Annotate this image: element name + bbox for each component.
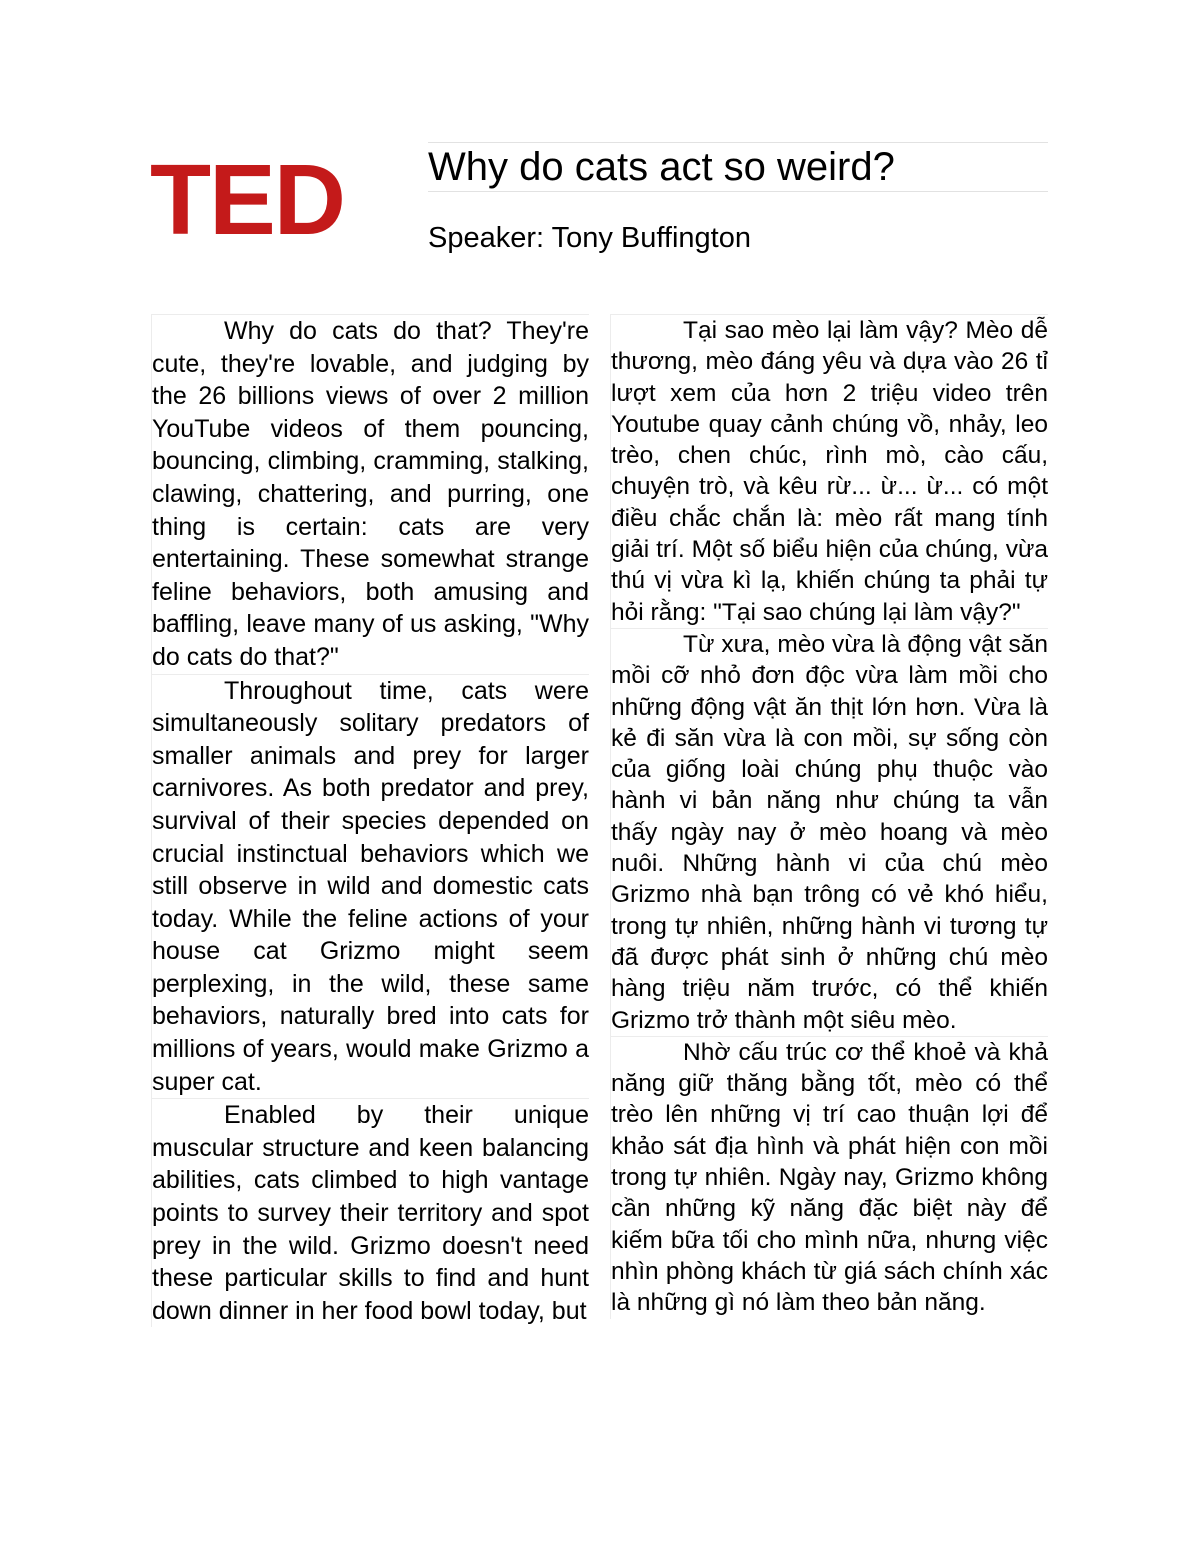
vietnamese-column [610, 314, 1048, 1319]
ted-logo: TED [150, 144, 344, 256]
page-title: Why do cats act so weird? [428, 142, 1048, 192]
vietnamese-paragraph-2: Từ xưa, mèo vừa là động vật săn mồi cỡ nhỏ đơn độc vừa làm mồi cho những động vật ăn thịt lớn hơn. Vừa là kẻ đi săn vừa là con mồi, sự sống còn của giống loài chúng phụ thuộc vào hành vi bản năng như chúng ta vẫn thấy ngày nay ở mèo hoang và mèo nuôi. Những hành vi của chú mèo Grizmo nhà bạn trông có vẻ khó hiểu, trong tự nhiên, những hành vi tương tự đã được phát sinh ở những chú mèo hàng triệu năm trước, có thể khiến Grizmo trở thành một siêu mèo. [610, 628, 1048, 1036]
vietnamese-paragraph-1: Tại sao mèo lại làm vậy? Mèo dễ thương, mèo đáng yêu và dựa vào 26 tỉ lượt xem của hơn 2 triệu video trên Youtube quay cảnh chúng vồ, nhảy, leo trèo, chen chúc, rình mò, cào cấu, chuyện trò, và kêu rừ... ừ... ừ... có một điều chắc chắn là: mèo rất mang tính giải trí. Một số biểu hiện của chúng, vừa thú vị vừa kì lạ, khiến chúng ta phải tự hỏi rằng: "Tại sao chúng lại làm vậy?" [610, 314, 1048, 628]
vietnamese-paragraph-3: Nhờ cấu trúc cơ thể khoẻ và khả năng giữ thăng bằng tốt, mèo có thể trèo lên những vị trí cao thuận lợi để khảo sát địa hình và phát hiện con mồi trong tự nhiên. Ngày nay, Grizmo không cần những kỹ năng đặc biệt này để kiếm bữa tối cho mình nữa, nhưng việc nhìn phòng khách từ giá sách chính xác là những gì nó làm theo bản năng. [610, 1036, 1048, 1319]
english-paragraph-1: Why do cats do that? They're cute, they're lovable, and judging by the 26 billions views of over 2 million YouTube videos of them pouncing, bouncing, climbing, cramming, stalking, clawing, chattering, and purring, one thing is certain: cats are very entertaining. These somewhat strange feline behaviors, both amusing and baffling, leave many of us asking, "Why do cats do that?" [151, 314, 589, 674]
speaker-line: Speaker: Tony Buffington [428, 222, 751, 254]
english-paragraph-3: Enabled by their unique muscular structure and keen balancing abilities, cats climbed to high vantage points to survey their territory and spot prey in the wild. Grizmo doesn't need these particular skills to find and hunt down dinner in her food bowl today, but [151, 1098, 589, 1327]
english-column [151, 314, 589, 1327]
english-paragraph-2: Throughout time, cats were simultaneously solitary predators of smaller animals and prey for larger carnivores. As both predator and prey, survival of their species depended on crucial instinctual behaviors which we still observe in wild and domestic cats today. While the feline actions of your house cat Grizmo might seem perplexing, in the wild, these same behaviors, naturally bred into cats for millions of years, would make Grizmo a super cat. [151, 674, 589, 1099]
